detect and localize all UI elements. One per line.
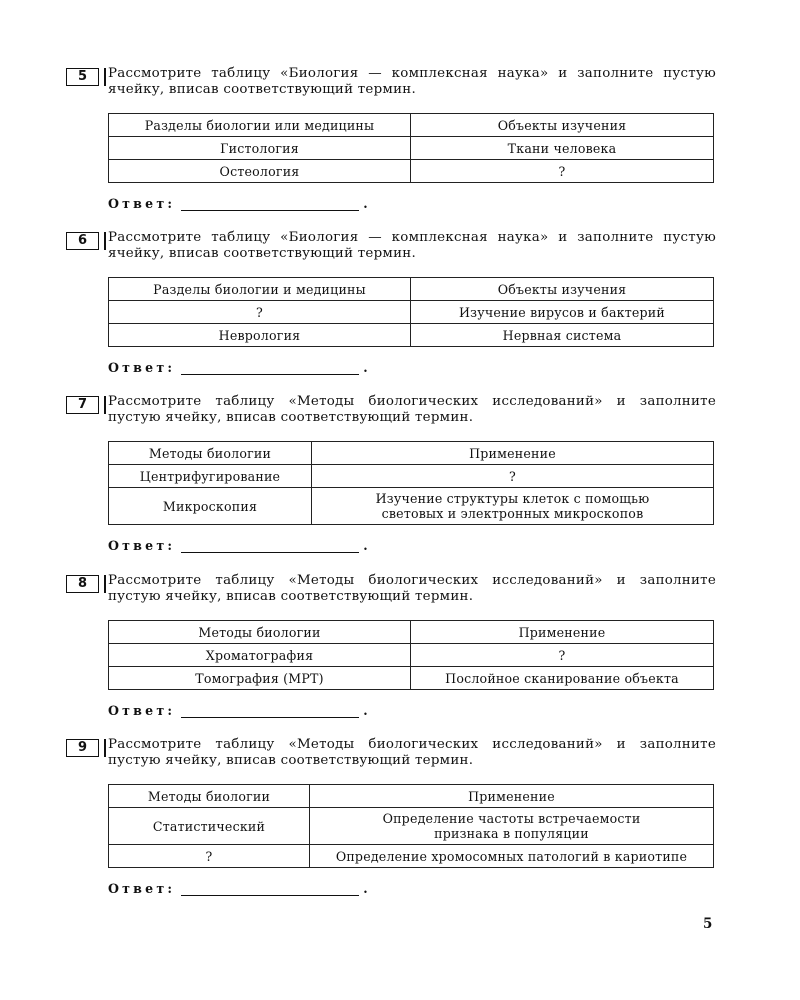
answer-label: Ответ: [108, 360, 176, 375]
table-header-cell: Разделы биологии или медицины [109, 114, 411, 137]
table-cell: Центрифугирование [109, 465, 312, 488]
table-cell: Нервная система [411, 324, 714, 347]
table-row [109, 644, 714, 667]
answer-field[interactable] [181, 705, 359, 718]
table-cell: Статистический [109, 808, 310, 845]
table-row [109, 137, 714, 160]
table-cell: Изучение вирусов и бактерий [411, 301, 714, 324]
task-table [108, 441, 714, 525]
table-header-cell: Применение [411, 621, 714, 644]
table-cell: Хроматография [109, 644, 411, 667]
table-header-row [109, 114, 714, 137]
task-number: 8 [66, 575, 99, 593]
table-header-cell: Применение [312, 442, 714, 465]
answer-period: . [363, 196, 371, 211]
answer-row [108, 881, 716, 896]
table-cell[interactable]: ? [411, 160, 714, 183]
task-table [108, 784, 714, 868]
answer-field[interactable] [181, 540, 359, 553]
answer-period: . [363, 360, 371, 375]
table-row [109, 488, 714, 525]
answer-row [108, 703, 716, 718]
task-header [66, 737, 716, 769]
answer-period: . [363, 703, 371, 718]
table-header-cell: Применение [310, 785, 714, 808]
task-number: 5 [66, 68, 99, 86]
answer-row [108, 538, 716, 553]
answer-period: . [363, 881, 371, 896]
table-header-cell: Разделы биологии и медицины [109, 278, 411, 301]
table-row [109, 667, 714, 690]
task-8 [66, 573, 716, 718]
table-row [109, 301, 714, 324]
answer-label: Ответ: [108, 538, 176, 553]
answer-label: Ответ: [108, 703, 176, 718]
table-header-row [109, 278, 714, 301]
answer-field[interactable] [181, 362, 359, 375]
task-6 [66, 230, 716, 375]
table-cell[interactable]: ? [312, 465, 714, 488]
answer-period: . [363, 538, 371, 553]
answer-field[interactable] [181, 198, 359, 211]
table-header-cell: Объекты изучения [411, 114, 714, 137]
table-cell: Неврология [109, 324, 411, 347]
answer-field[interactable] [181, 883, 359, 896]
table-header-row [109, 442, 714, 465]
task-prompt: Рассмотрите таблицу «Методы биологических исследований» и заполните пустую ячейку, вписав соответствующий термин. [108, 573, 716, 604]
task-prompt: Рассмотрите таблицу «Методы биологических исследований» и заполните пустую ячейку, вписав соответствующий термин. [108, 394, 716, 425]
task-header [66, 394, 716, 426]
task-table [108, 620, 714, 690]
table-cell: Определение частоты встречаемости признака в популяции [310, 808, 714, 845]
table-row [109, 808, 714, 845]
table-cell[interactable]: ? [109, 845, 310, 868]
task-header [66, 66, 716, 98]
table-cell: Томография (МРТ) [109, 667, 411, 690]
answer-label: Ответ: [108, 881, 176, 896]
table-cell: Гистология [109, 137, 411, 160]
task-prompt: Рассмотрите таблицу «Биология — комплексная наука» и заполните пустую ячейку, вписав соответствующий термин. [108, 230, 716, 261]
table-header-cell: Методы биологии [109, 442, 312, 465]
answer-row [108, 360, 716, 375]
table-row [109, 465, 714, 488]
answer-label: Ответ: [108, 196, 176, 211]
table-header-row [109, 785, 714, 808]
table-header-row [109, 621, 714, 644]
table-header-cell: Методы биологии [109, 785, 310, 808]
task-header [66, 230, 716, 262]
task-table [108, 113, 714, 183]
page-number: 5 [703, 916, 713, 932]
table-cell: Микроскопия [109, 488, 312, 525]
task-prompt: Рассмотрите таблицу «Методы биологических исследований» и заполните пустую ячейку, вписав соответствующий термин. [108, 737, 716, 768]
task-7 [66, 394, 716, 553]
task-5 [66, 66, 716, 211]
table-cell[interactable]: ? [411, 644, 714, 667]
table-row [109, 160, 714, 183]
task-table [108, 277, 714, 347]
task-header [66, 573, 716, 605]
task-number: 7 [66, 396, 99, 414]
table-cell: Послойное сканирование объекта [411, 667, 714, 690]
table-cell[interactable]: ? [109, 301, 411, 324]
table-row [109, 845, 714, 868]
table-header-cell: Методы биологии [109, 621, 411, 644]
task-9 [66, 737, 716, 896]
table-row [109, 324, 714, 347]
table-header-cell: Объекты изучения [411, 278, 714, 301]
table-cell: Остеология [109, 160, 411, 183]
task-number: 6 [66, 232, 99, 250]
task-prompt: Рассмотрите таблицу «Биология — комплексная наука» и заполните пустую ячейку, вписав соответствующий термин. [108, 66, 716, 97]
table-cell: Изучение структуры клеток с помощью световых и электронных микроскопов [312, 488, 714, 525]
task-number: 9 [66, 739, 99, 757]
table-cell: Определение хромосомных патологий в кариотипе [310, 845, 714, 868]
table-cell: Ткани человека [411, 137, 714, 160]
answer-row [108, 196, 716, 211]
